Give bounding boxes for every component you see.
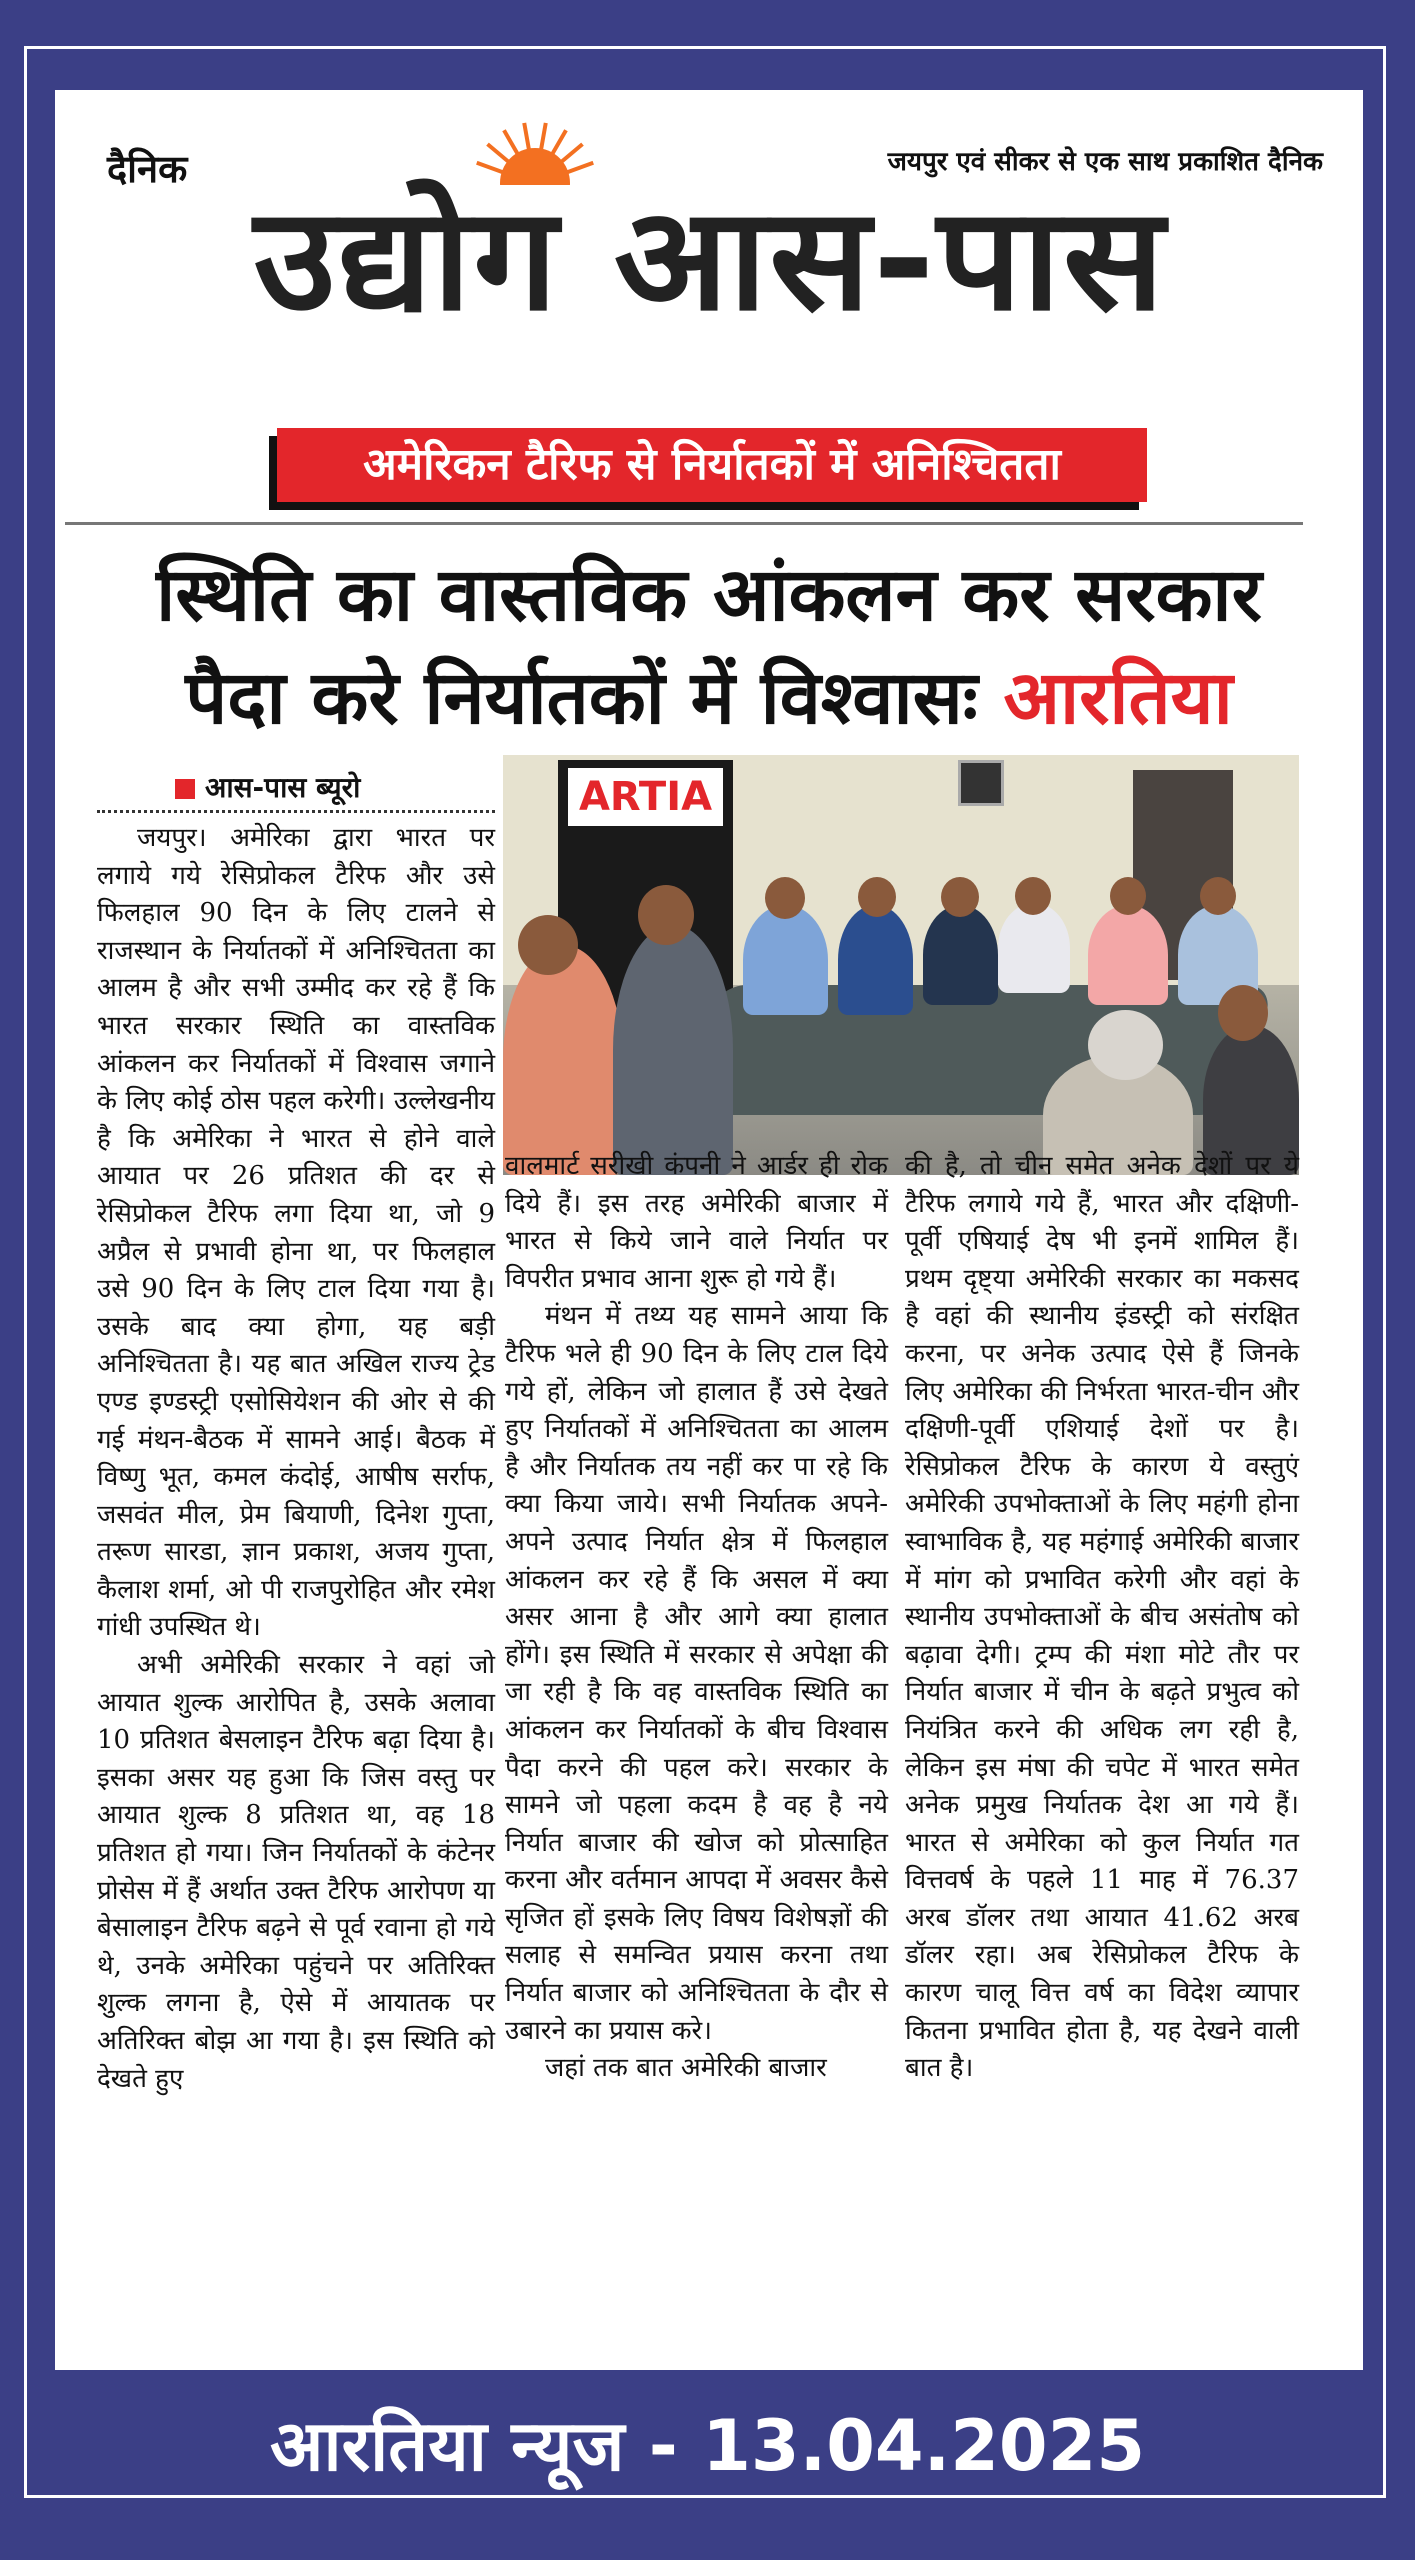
dotted-divider <box>97 810 495 813</box>
article-column-1 <box>97 820 495 2098</box>
newspaper-clipping <box>55 90 1363 2370</box>
paragraph: की है, तो चीन समेत अनेक देशों पर ये टैरिफ लगाये गये हैं, भारत और दक्षिणी-पूर्वी एषियाई देष भी इनमें शामिल हैं। प्रथम दृष्ट्या अमेरिकी सरकार का मकसद है वहां की स्थानीय इंडस्ट्री को संरक्षित करना, पर अनेक उत्पाद ऐसे हैं जिनके लिए अमेरिका की निर्भरता भारत-चीन और दक्षिणी-पूर्वी एशियाई देशों पर है। रेसिप्रोकल टैरिफ के कारण ये वस्तुएं अमेरिकी उपभोक्ताओं के लिए महंगी होना स्वाभाविक है, यह महंगाई अमेरिकी बाजार में मांग को प्रभावित करेगी और वहां के स्थानीय उपभोक्ताओं के बीच असंतोष को बढ़ावा देगी। ट्रम्प की मंशा मोटे तौर पर निर्यात बाजार में चीन के बढ़ते प्रभुत्व को नियंत्रित करने की अधिक लग रही है, लेकिन इस मंषा की चपेट में भारत समेत अनेक प्रमुख निर्यातक देश आ गये हैं। भारत से अमेरिका को कुल निर्यात गत वित्तवर्ष के पहले 11 माह में 76.37 अरब डॉलर तथा आयात 41.62 अरब डॉलर रहा। अब रेसिप्रोकल टैरिफ के कारण चालू वित्त वर्ष का विदेश व्यापार कितना प्रभावित होता है, यह देखने वाली बात है। <box>905 1151 1299 2084</box>
article-column-2 <box>505 1148 888 2088</box>
headline-line-2-red: आरतिया <box>1003 655 1233 741</box>
paragraph: अभी अमेरिकी सरकार ने वहां जो आयात शुल्क आरोपित है, उसके अलावा 10 प्रतिशत बेसलाइन टैरिफ बढ़ा दिया है। इसका असर यह हुआ कि जिस वस्तु पर आयात शुल्क 8 प्रतिशत था, वह 18 प्रतिशत हो गया। जिन निर्यातकों के कंटेनर प्रोसेस में हैं अर्थात उक्त टैरिफ आरोपण या बेसालाइन टैरिफ बढ़ने से पूर्व रवाना हो गये थे, उनके अमेरिका पहुंचने पर अतिरिक्त शुल्क लगना है, ऐसे में आयातक पर अतिरिक्त बोझ आ गया है। इस स्थिति को देखते हुए <box>97 1650 495 2094</box>
paragraph: वालमार्ट सरीखी कंपनी ने आर्डर ही रोक दिये हैं। इस तरह अमेरिकी बाजार में भारत से किये जाने वाले निर्यात पर विपरीत प्रभाव आना शुरू हो गये हैं। <box>505 1151 888 1294</box>
byline <box>175 768 360 806</box>
banner-logo-text: ARTIA <box>568 768 723 826</box>
byline-text: आस-पास ब्यूरो <box>205 771 361 804</box>
headline-line-1: स्थिति का वास्तविक आंकलन कर सरकार <box>156 552 1262 638</box>
headline-line-2 <box>55 648 1363 748</box>
article-column-3 <box>905 1148 1299 2088</box>
meeting-photo <box>503 755 1299 1175</box>
divider <box>65 522 1303 525</box>
masthead-tagline: जयपुर एवं सीकर से एक साथ प्रकाशित दैनिक <box>887 147 1323 177</box>
masthead-prefix: दैनिक <box>107 147 188 191</box>
paragraph: मंथन में तथ्य यह सामने आया कि टैरिफ भले ही 90 दिन के लिए टाल दिये गये हों, लेकिन जो हालात हैं उसे देखते हुए निर्यातकों में अनिश्चितता का आलम है और निर्यातक तय नहीं कर पा रहे कि क्या किया जाये। सभी निर्यातक अपने-अपने उत्पाद निर्यात क्षेत्र में फिलहाल आंकलन कर रहे हैं कि असल में क्या असर आना है और आगे क्या हालात होंगे। इस स्थिति में सरकार से अपेक्षा की जा रही है कि वह वास्तविक स्थिति का आंकलन कर निर्यातकों के बीच विश्वास पैदा करने की पहल करे। सरकार के सामने जो पहला कदम है वह है नये निर्यात बाजार की खोज को प्रोत्साहित करना और वर्तमान आपदा में अवसर कैसे सृजित हों इसके लिए विषय विशेषज्ञों की सलाह से समन्वित प्रयास करना तथा निर्यात बाजार को अनिश्चितता के दौर से उबारने का प्रयास करे। <box>505 1301 888 2046</box>
paragraph: जयपुर। अमेरिका द्वारा भारत पर लगाये गये रेसिप्रोकल टैरिफ और उसे फिलहाल 90 दिन के लिए टालने से राजस्थान के निर्यातकों में अनिश्चितता का आलम है और सभी उम्मीद कर रहे हैं कि भारत सरकार स्थिति का वास्तविक आंकलन कर निर्यातकों में विश्वास जगाने के लिए कोई ठोस पहल करेगी। उल्लेखनीय है कि अमेरिका ने भारत से होने वाले आयात पर 26 प्रतिशत की दर से रेसिप्रोकल टैरिफ लगा दिया था, जो 9 अप्रैल से प्रभावी होना था, पर फिलहाल उसे 90 दिन के लिए टाल दिया गया है। उसके बाद क्या होगा, यह बड़ी अनिश्चितता है। यह बात अखिल राज्य ट्रेड एण्ड इण्डस्ट्री एसोसियेशन की ओर से की गई मंथन-बैठक में सामने आई। बैठक में विष्णु भूत, कमल कंदोई, आषीष सर्राफ, जसवंत मील, प्रेम बियाणी, दिनेश गुप्ता, तरूण सारडा, ज्ञान प्रकाश, अजय गुप्ता, कैलाश शर्मा, ओ पी राजपुरोहित और रमेश गांधी उपस्थित थे। <box>97 823 495 1643</box>
headline-line-2-main: पैदा करे निर्यातकों में विश्वासः <box>185 655 978 741</box>
paragraph: जहां तक बात अमेरिकी बाजार <box>545 2053 827 2084</box>
footer-caption: आरतिया न्यूज - 13.04.2025 <box>269 2405 1146 2487</box>
masthead-title: उद्योग आस-पास <box>253 177 1167 343</box>
article-kicker: अमेरिकन टैरिफ से निर्यातकों में अनिश्चितता <box>277 428 1147 502</box>
square-bullet-icon <box>175 779 195 799</box>
wall-frame <box>958 760 1004 806</box>
